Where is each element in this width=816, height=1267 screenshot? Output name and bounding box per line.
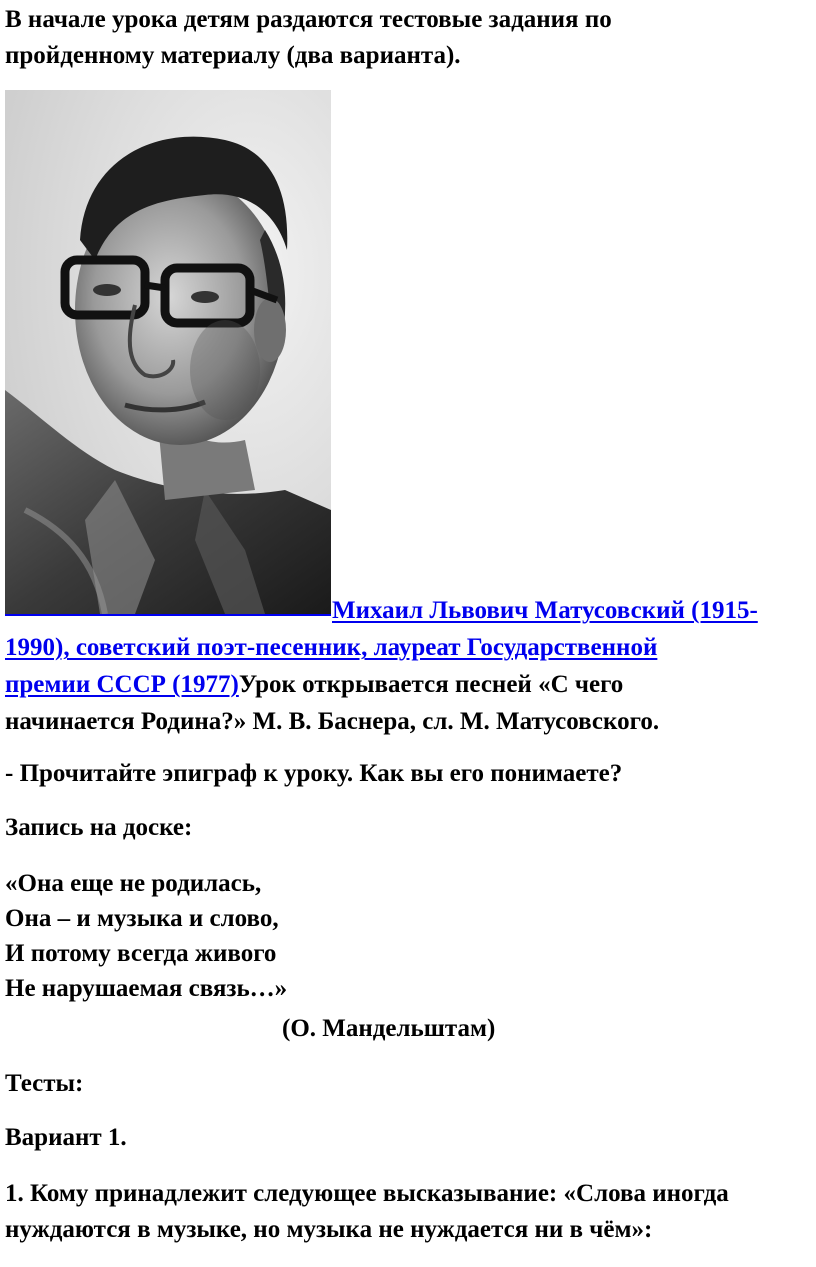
caption-text-line-3: Урок открывается песней «С чего: [238, 671, 624, 698]
epigraph-poem: [5, 866, 287, 1006]
intro-line-2: пройденному материалу (два варианта).: [5, 42, 461, 69]
question-1-line-1: 1. Кому принадлежит следующее высказывание: «Слова иногда: [5, 1180, 729, 1207]
caption-link-line-2[interactable]: 1990), советский поэт-песенник, лауреат Государственной: [5, 634, 658, 661]
portrait-image[interactable]: [5, 90, 331, 614]
caption-link-line-3[interactable]: премии СССР (1977): [5, 671, 239, 698]
poem-line-1: «Она еще не родилась,: [5, 870, 262, 897]
poem-author: (О. Мандельштам): [282, 1015, 496, 1042]
tests-label: Тесты:: [5, 1070, 84, 1097]
caption-paragraph: [5, 592, 813, 740]
variant-label: Вариант 1.: [5, 1124, 127, 1151]
question-1-line-2: нуждаются в музыке, но музыка не нуждается ни в чём»:: [5, 1216, 653, 1243]
poem-line-2: Она – и музыка и слово,: [5, 905, 279, 932]
intro-line-1: В начале урока детям раздаются тестовые задания по: [5, 6, 612, 33]
board-label: Запись на доске:: [5, 814, 193, 841]
poem-line-4: Не нарушаемая связь…»: [5, 975, 288, 1002]
test-question-1: [5, 1176, 816, 1248]
portrait-photo-icon: [5, 90, 331, 614]
epigraph-question: - Прочитайте эпиграф к уроку. Как вы его понимаете?: [5, 760, 623, 787]
intro-paragraph: [5, 2, 813, 74]
caption-link-line-1[interactable]: Михаил Львович Матусовский (1915-: [332, 597, 758, 624]
caption-text-line-4: начинается Родина?» М. В. Баснера, сл. М. Матусовского.: [5, 708, 660, 735]
poem-line-3: И потому всегда живого: [5, 940, 277, 967]
